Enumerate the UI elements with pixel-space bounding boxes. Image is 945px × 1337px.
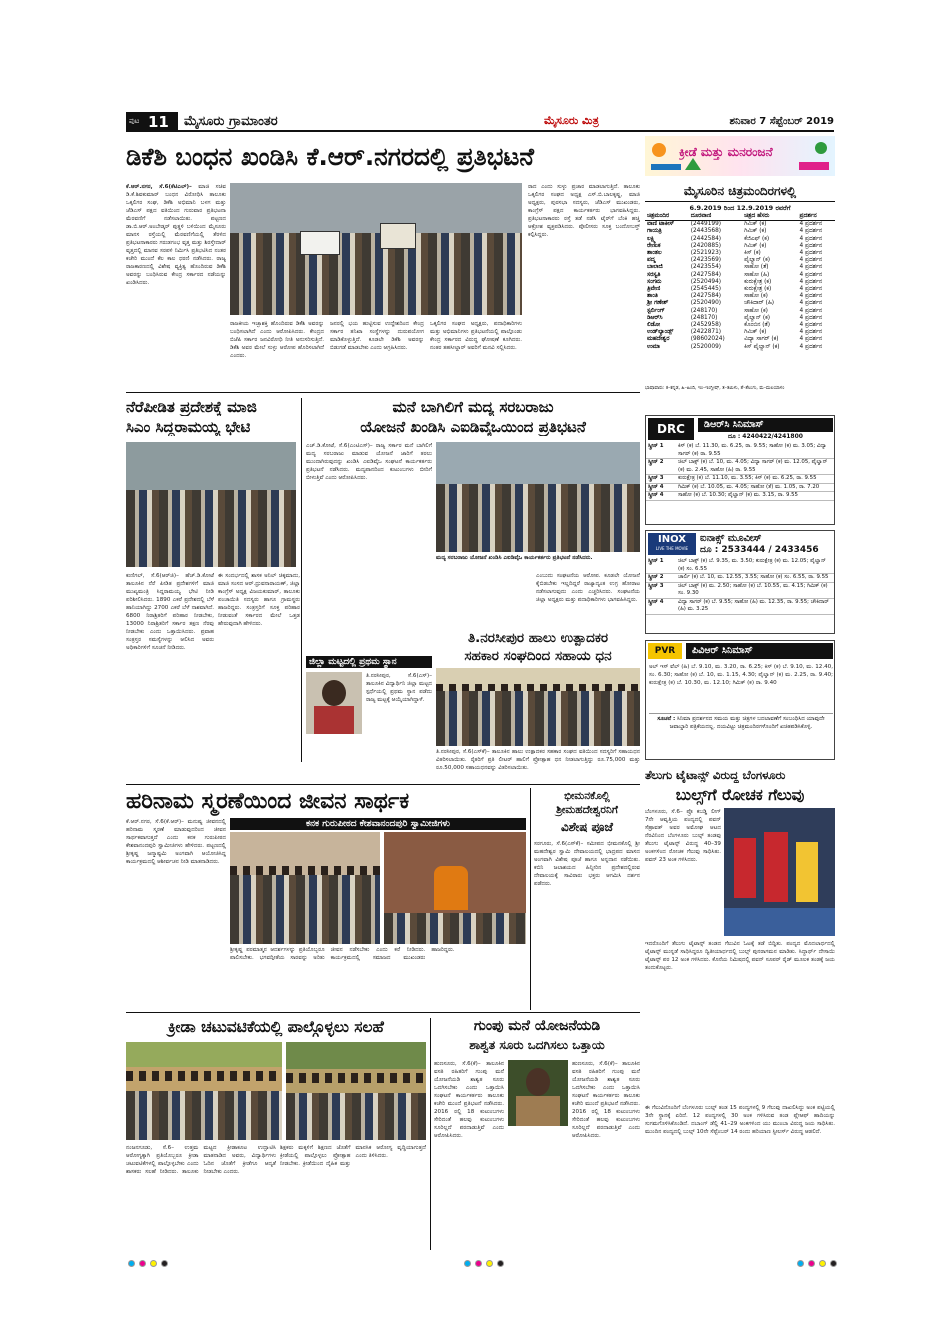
cinema-cell: ಕಿಸ್ (ಕ) — [744, 250, 761, 257]
cinema-cell: ಸಾಹೋ (ತೆ) — [744, 264, 769, 271]
inox-row — [646, 598, 834, 614]
drc-row — [646, 475, 834, 484]
cinema-cell: ಚೌಕಿದಾರ್ (ಹಿ) — [744, 300, 775, 307]
cinema-cell: ಉಡ್‌ಲ್ಯಾಂಡ್ಸ್ — [647, 329, 674, 336]
cinema-cell: ಗಿಮಿಕ್ (ಕ) — [744, 329, 767, 336]
inox-cell: ಸ್ಕ್ರೀನ್ 4 — [646, 598, 676, 614]
sports-event-photo-2 — [286, 1042, 426, 1140]
masthead: ಮೈಸೂರು ಮಿತ್ರ — [544, 114, 599, 127]
cinema-row — [645, 279, 835, 286]
cinema-cell: (2452958) — [690, 322, 722, 329]
registration-dot — [797, 1260, 804, 1267]
registration-dot — [150, 1260, 157, 1267]
registration-dots-left — [126, 1252, 170, 1271]
section-title: ಮೈಸೂರು ಗ್ರಾಮಾಂತರ — [184, 114, 278, 129]
cinema-cell: 4 ಪ್ರದರ್ಶನ — [799, 271, 823, 278]
cinema-cell: 4 ಪ್ರದರ್ಶನ — [799, 278, 823, 285]
cinema-cell: (248170) — [690, 314, 718, 321]
cinema-column-header: ದೂರವಾಣಿ — [689, 213, 742, 221]
cinema-cell: ಸರಸ್ವತಿ — [647, 271, 661, 278]
registration-dot — [819, 1260, 826, 1267]
story6-body: ಕೆ.ಆರ್.ನಗರ, ಸೆ.6(ಕೆ.ಆರ್)– ಮನುಷ್ಯ ಜೀವನದಲ್ಲಿ ಹರಿನಾಮ ಸ್ಮರಣೆ ಮಾಡುವುದರಿಂದ ಜೀವನ ಸಾರ್ಥಕವಾಗುತ್ತದೆ ಎಂದು ಕನಕ ಗುರುಪೀಠದ ಕೇಶವಾನಂದಪುರಿ ಸ್ವಾಮೀಜಿಗಳು ಹೇಳಿದರು. ಪಟ್ಟಣದಲ್ಲಿ ಶ್ರೀಕೃಷ್ಣ ಜನ್ಮಾಷ್ಟಮಿ ಅಂಗವಾಗಿ ಆಯೋಜಿಸಿದ್ದ ಕಾರ್ಯಕ್ರಮದಲ್ಲಿ ಆಶೀರ್ವಚನ ನೀಡಿ ಮಾತನಾಡಿದರು. — [126, 819, 226, 865]
pvr-title: ಪಿವಿಆರ್ ಸಿನಿಮಾಸ್ — [686, 643, 833, 659]
registration-dot — [139, 1260, 146, 1267]
cinema-cell: 4 ಪ್ರದರ್ಶನ — [799, 264, 823, 271]
cinema-cell: (2521923) — [690, 250, 722, 257]
registration-dot — [475, 1260, 482, 1267]
inox-table — [646, 558, 834, 615]
cinema-column-header: ಚಿತ್ರಮಂದಿರ — [645, 213, 689, 221]
cinema-cell: (2427584) — [690, 293, 722, 300]
story8-body: ನಂಜನಗೂಡು, ಸೆ.6– ಉತ್ತಮ ಆರೋಗ್ಯಕ್ಕಾಗಿ ಪ್ರತಿಯೊಬ್ಬರೂ ಕ್ರೀಡಾ ಚಟುವಟಿಕೆಗಳಲ್ಲಿ ಪಾಲ್ಗೊಳ್ಳಬೇಕು ಎಂದು ಶಾಸಕರು ಸಲಹೆ ನೀಡಿದರು. ತಾಲೂಕು ಮಟ್ಟದ ಕ್ರೀಡಾಕೂಟ ಉದ್ಘಾಟಿಸಿ ಮಾತನಾಡಿದ ಅವರು, ವಿದ್ಯಾರ್ಥಿಗಳು ಓದಿನ ಜೊತೆಗೆ ಕ್ರೀಡೆಗೂ ಆದ್ಯತೆ ನೀಡಬೇಕು ಎಂದರು. — [126, 1145, 276, 1175]
cinema-cell: 4 ಪ್ರದರ್ಶನ — [799, 286, 823, 293]
drc-cell: ಸ್ಕ್ರೀನ್ 4 — [646, 492, 676, 501]
cinema-cell: ಕೊಂಬಿನ (ತೆ) — [744, 322, 771, 329]
cinema-cell: (2520494) — [690, 278, 722, 285]
page-header — [126, 112, 834, 132]
drc-cinemas-box — [645, 415, 835, 525]
cinema-cell: 4 ಪ್ರದರ್ಶನ — [799, 307, 823, 314]
sports-headline-2: ಬುಲ್ಸ್‌ಗೆ ರೋಚಕ ಗೆಲುವು — [675, 786, 805, 804]
registration-dot — [497, 1260, 504, 1267]
story8-headline: ಕ್ರೀಡಾ ಚಟುವಟಿಕೆಯಲ್ಲಿ ಪಾಲ್ಗೊಳ್ಳಲು ಸಲಹೆ — [168, 1018, 384, 1036]
cinema-cell: 4 ಪ್ರದರ್ಶನ — [799, 336, 823, 343]
kabaddi-match-photo — [724, 808, 835, 936]
cinema-cell: ಪೈಲ್ವಾನ್ (ಕ) — [744, 257, 770, 264]
cinema-cell: ಗಿಮಿಕ್ (ಕ) — [744, 228, 767, 235]
cinema-cell: 4 ಪ್ರದರ್ಶನ — [799, 293, 823, 300]
lead-body-left — [126, 183, 226, 388]
lead-body-right: ರಾದ ಎಂದು ಸುಳ್ಳು ಪ್ರಚಾರ ಮಾಡಲಾಗುತ್ತಿದೆ. ತಾಲೂಕು ಒಕ್ಕಲಿಗರ ಸಂಘದ ಅಧ್ಯಕ್ಷ ಎಸ್.ಬಿ.ಬಾಲಕೃಷ್ಣ, ಮಾಜಿ ಅಧ್ಯಕ್ಷರು, ಪುರಸಭಾ ಸದಸ್ಯರು, ಜೆಡಿಎಸ್ ಮುಖಂಡರು, ಕಾಂಗ್ರೆಸ್ ಪಕ್ಷದ ಕಾರ್ಯಕರ್ತರು ಭಾಗವಹಿಸಿದ್ದರು. ಪ್ರತಿಭಟನಾಕಾರರು ರಸ್ತೆ ತಡೆ ನಡೆಸಿ ಟೈರ್‌ಗೆ ಬೆಂಕಿ ಹಚ್ಚಿ ಆಕ್ರೋಶ ವ್ಯಕ್ತಪಡಿಸಿದರು. ಪೊಲೀಸರು ಸೂಕ್ತ ಬಂದೋಬಸ್ತ್ ಕಲ್ಪಿಸಿದ್ದರು. — [528, 184, 640, 238]
pvr-listing: ಅಲ್ ಇಸ್ ವೆಲ್ (ಹಿ) ಬೆ. 9.10, ಮ. 3.20, ರಾ. 6.25; ಕಿಸ್ (ಕ) ಬೆ. 9.10, ಮ. 12.40, ಸಂ. 6.30; ಸಾಹೋ (ಕ) ಬೆ. 10, ಮ. 1.15, 4.30; ಪೈಲ್ವಾನ್ (ಕ) ಮ. 2.25, ರಾ. 9.40; ಕುರುಕ್ಷೇತ್ರ (ಕ) ಬೆ. 10.30, ಮ. 12.10; ಗಿಮಿಕ್ (ಕ) ರಾ. 9.40 — [649, 664, 833, 686]
cinema-row — [645, 243, 835, 250]
cinema-cell: ಶಾಂತಿ — [647, 293, 658, 300]
story5-headline: ಜಿಲ್ಲಾ ಮಟ್ಟದಲ್ಲಿ ಪ್ರಥಮ ಸ್ಥಾನ — [306, 656, 432, 668]
drc-cell: ಕುರುಕ್ಷೇತ್ರ (ಕ) ಬೆ. 11.10, ಮ. 3.55; ಕಿಸ್ (ಕ) ಮ. 6.25, ರಾ. 9.55 — [676, 475, 834, 484]
cinema-row — [645, 228, 835, 235]
pvr-note-text: ಸಿನಿಮಾ ಪ್ರದರ್ಶನದ ಸಮಯ ಮತ್ತು ಚಿತ್ರಗಳ ಬದಲಾವಣೆಗೆ ಸಂಬಂಧಿಸಿದ ಯಾವುದೇ ಜವಾಬ್ದಾರಿ ಪತ್ರಿಕೆಯದಲ್ಲ. ದಯವಿಟ್ಟು ಚಿತ್ರಮಂದಿರಗಳೊಂದಿಗೆ ಖಚಿತಪಡಿಸಿಕೊಳ್ಳಿ. — [669, 716, 825, 730]
cinema-cell: ವಿದ್ಯಾ ಸಾಗರ್ (ಕ) — [744, 336, 779, 343]
inox-cell: ವಿದ್ಯಾ ಸಾಗರ್ (ಕ) ಬೆ. 9.55; ಸಾಹೋ (ಹಿ) ಮ. 12.35, ರಾ. 9.55; ಚೌಕಿದಾರ್ (ಹಿ) ಮ. 3.25 — [676, 598, 834, 614]
lead-body-mid3: ಒಕ್ಕಲಿಗರ ಸಂಘದ ಅಧ್ಯಕ್ಷರು, ಪದಾಧಿಕಾರಿಗಳು ಮತ್ತು ಅಭಿಮಾನಿಗಳು ಪ್ರತಿಭಟನೆಯಲ್ಲಿ ಪಾಲ್ಗೊಂಡು ಕೇಂದ್ರ ಸರ್ಕಾರದ ವಿರುದ್ಧ ಘೋಷಣೆ ಕೂಗಿದರು. ನಂತರ ತಹಸೀಲ್ದಾರ್ ಅವರಿಗೆ ಮನವಿ ಸಲ್ಲಿಸಿದರು. — [430, 321, 522, 351]
story9-body: ಹುಣಸೂರು, ಸೆ.6(ಕೆ)– ತಾಲೂಕಿನ ವಸತಿ ರಹಿತರಿಗೆ ಗುಂಪು ಮನೆ ಯೋಜನೆಯಡಿ ಶಾಶ್ವತ ಸೂರು ಒದಗಿಸಬೇಕು ಎಂದು ಒತ್ತಾಯಿಸಿ ಸಂಘಟನೆ ಕಾರ್ಯಕರ್ತರು ತಾಲೂಕು ಕಚೇರಿ ಮುಂದೆ ಪ್ರತಿಭಟನೆ ನಡೆಸಿದರು. 2016 ರಲ್ಲಿ 18 ಕುಟುಂಬಗಳು ಸೇರಿದಂತೆ ಹಲವು ಕುಟುಂಬಗಳು ಸೂರಿಲ್ಲದೆ ಪರದಾಡುತ್ತಿವೆ ಎಂದು ಆರೋಪಿಸಿದರು. — [434, 1061, 504, 1139]
cinema-cell: ಗಿಮಿಕ್ (ಕ) — [744, 242, 767, 249]
pvr-logo: PVR — [648, 643, 682, 659]
cinema-cell: ಗಾಯತ್ರಿ — [647, 228, 662, 235]
cinema-cell: (2443568) — [690, 228, 722, 235]
cinema-cell: ಲಕ್ಷ್ಮಿ — [647, 235, 656, 242]
student-portrait-photo — [306, 672, 362, 734]
banner-title: ಕ್ರೀಡೆ ಮತ್ತು ಮನರಂಜನೆ — [679, 145, 773, 159]
cinema-cell: 4 ಪ್ರದರ್ಶನ — [799, 322, 823, 329]
story3-caption: ಮದ್ಯ ಸರಬರಾಜು ಯೋಜನೆ ಖಂಡಿಸಿ ಎಐಡಿವೈಒ ಕಾರ್ಯಕರ್ತರು ಪ್ರತಿಭಟನೆ ನಡೆಸಿದರು. — [436, 555, 593, 561]
cinema-cell: ಬಾಲಾಜಿ — [647, 264, 663, 271]
cinema-cell: ರೇಣುಕ — [647, 242, 661, 249]
cinema-column-header: ಚಿತ್ರದ ಹೆಸರು — [742, 213, 797, 221]
inox-row — [646, 574, 834, 583]
cinema-cell: ಕುರುಕ್ಷೇತ್ರ (ಕ) — [744, 286, 772, 293]
story4-body: ತಿ.ನರಸೀಪುರ, ಸೆ.6(ಎಸ್‌ಕೆ)– ತಾಲೂಕಿನ ಹಾಲು ಉತ್ಪಾದಕರ ಸಹಕಾರ ಸಂಘದ ವತಿಯಿಂದ ಸದಸ್ಯರಿಗೆ ಸಹಾಯಧನ ವಿತರಿಸಲಾಯಿತು. ರೈತರಿಗೆ ಪ್ರತಿ ಲೀಟರ್ ಹಾಲಿಗೆ ಪ್ರೋತ್ಸಾಹ ಧನ ನೀಡಲಾಗುತ್ತಿದ್ದು ರೂ.75,000 ಮತ್ತು ರೂ.50,000 ಸಹಾಯಧನವನ್ನು ವಿತರಿಸಲಾಯಿತು. — [436, 749, 640, 771]
pvr-note — [649, 713, 833, 757]
cinema-row — [645, 293, 835, 300]
story2-body: ಕುಣಿಗಲ್, ಸೆ.6(ಆರ್‌ಜಿ)– ಹೆಚ್.ಡಿ.ಕೋಟೆ ತಾಲೂಕಿನ ನೆರೆ ಪೀಡಿತ ಪ್ರದೇಶಗಳಿಗೆ ಮಾಜಿ ಮುಖ್ಯಮಂತ್ರಿ ಸಿದ್ದರಾಮಯ್ಯ ಭೇಟಿ ನೀಡಿ ಪರಿಶೀಲಿಸಿದರು. 1890 ಎಕರೆ ಪ್ರದೇಶದಲ್ಲಿ ಬೆಳೆ ಹಾನಿಯಾಗಿದ್ದು 2700 ಎಕರೆ ಬೆಳೆ ನಾಶವಾಗಿದೆ. 6800 ನಿರಾಶ್ರಿತರಿಗೆ ಪರಿಹಾರ ನೀಡಬೇಕು, 13000 ನಿರಾಶ್ರಿತರಿಗೆ ಸರ್ಕಾರ ತಕ್ಷಣ ನೆರವು ನೀಡಬೇಕು ಎಂದು ಒತ್ತಾಯಿಸಿದರು. ಪ್ರವಾಹ ಸಂತ್ರಸ್ತರ ಸಮಸ್ಯೆಗಳನ್ನು ಆಲಿಸಿದ ಅವರು ಅಧಿಕಾರಿಗಳಿಗೆ ಸೂಚನೆ ನೀಡಿದರು. — [126, 573, 214, 651]
sports-body-3: ಈ ಗೆಲುವಿನೊಂದಿಗೆ ಬೆಂಗಳೂರು ಬುಲ್ಸ್ ತಂಡ 15 ಪಂದ್ಯಗಳಲ್ಲಿ 9 ಗೆಲುವು ದಾಖಲಿಸಿದ್ದು ಅಂಕ ಪಟ್ಟಿಯಲ್ಲಿ 3ನೇ ಸ್ಥಾನಕ್ಕೆ ಏರಿದೆ. 12 ಪಂದ್ಯಗಳಲ್ಲಿ 30 ಅಂಕ ಗಳಿಸಿರುವ ತಂಡ ಪ್ಲೇಆಫ್ ಹಾದಿಯನ್ನು ಸುಗಮಗೊಳಿಸಿಕೊಂಡಿದೆ. ದಬಾಂಗ್ ಡೆಲ್ಲಿ 41–29 ಅಂಕಗಳಿಂದ ಯು ಮುಂಬಾ ವಿರುದ್ಧ ಜಯ ಸಾಧಿಸಿತು. ಮುಂದಿನ ಪಂದ್ಯದಲ್ಲಿ ಬುಲ್ಸ್ 10ನೇ ಸೆಪ್ಟೆಂಬರ್ 14 ರಂದು ಹರಿಯಾಣ ಸ್ಟೀಲರ್ಸ್ ವಿರುದ್ಧ ಆಡಲಿದೆ. — [645, 1105, 835, 1135]
cinema-cell: ಕುರುಕ್ಷೇತ್ರ (ಕ) — [744, 278, 772, 285]
cinema-cell: (248170) — [690, 307, 718, 314]
cinema-row — [645, 300, 835, 307]
cinema-cell: ಮಹದೇಶ್ವರ — [647, 336, 670, 343]
drc-row — [646, 492, 834, 501]
drc-cell: ಸ್ಕ್ರೀನ್ 3 — [646, 475, 676, 484]
cinema-cell: 4 ಪ್ರದರ್ಶನ — [799, 329, 823, 336]
cinema-cell: 4 ಪ್ರದರ್ಶನ — [799, 257, 823, 264]
pvr-note-title: ಸೂಚನೆ : — [657, 716, 676, 722]
drc-row — [646, 443, 834, 459]
registration-dot — [830, 1260, 837, 1267]
registration-dots-right — [795, 1252, 839, 1271]
inox-cell: ಸ್ಕ್ರೀನ್ 2 — [646, 574, 676, 583]
cinema-row — [645, 236, 835, 243]
issue-date: ಶನಿವಾರ 7 ಸೆಪ್ಟೆಂಬರ್ 2019 — [729, 116, 834, 127]
story2-headline-1: ನೆರೆಪೀಡಿತ ಪ್ರದೇಶಕ್ಕೆ ಮಾಜಿ — [126, 398, 257, 416]
lead-body-mid1: ರಾಜಕೀಯ ಇಚ್ಛಾಶಕ್ತಿ ಹೊಂದಿರುವ ಡಿಕೆಶಿ ಅವರನ್ನು ಬಂಧಿಸಲಾಗಿದೆ ಎಂದು ಆರೋಪಿಸಿದರು. ಕೇಂದ್ರದ ಬಿಜೆಪಿ ಸರ್ಕಾರ ಜನವಿರೋಧಿ ನೀತಿ ಅನುಸರಿಸುತ್ತಿದೆ. ಡಿಕೆಶಿ ಅವರ ಮೇಲೆ ಸುಳ್ಳು ಆರೋಪ ಹೊರಿಸಲಾಗಿದೆ ಎಂದರು. — [230, 321, 324, 359]
cinema-cell: 4 ಪ್ರದರ್ಶನ — [799, 221, 823, 228]
cinema-cell: ಲಿಡೋ — [647, 322, 660, 329]
cinema-cell: (2423554) — [690, 264, 722, 271]
lead-body-mid2: ಜನರಲ್ಲಿ ಭಯ ಹುಟ್ಟಿಸುವ ಉದ್ದೇಶದಿಂದ ಕೇಂದ್ರ ಸರ್ಕಾರ ತನಿಖಾ ಸಂಸ್ಥೆಗಳನ್ನು ದುರುಪಯೋಗ ಮಾಡಿಕೊಳ್ಳುತ್ತಿದೆ. ಕೂಡಲೇ ಡಿಕೆಶಿ ಅವರನ್ನು ಬಿಡುಗಡೆ ಮಾಡಬೇಕು ಎಂದು ಆಗ್ರಹಿಸಿದರು. — [330, 321, 424, 351]
inox-row — [646, 558, 834, 574]
story7-headline-2: ಶ್ರೀಮಹದೇಶ್ವರನಿಗೆ — [556, 804, 618, 816]
swamiji-event-photo-2 — [384, 832, 526, 944]
cinema-cell: 4 ಪ್ರದರ್ಶನ — [799, 250, 823, 257]
story7-body: ಸರಗೂರು, ಸೆ.6(ಎಸ್‌ಕೆ)– ಸಮೀಪದ ಭೀಮನಕೊಲ್ಲಿ ಶ್ರೀ ಮಹದೇಶ್ವರ ಸ್ವಾಮಿ ದೇವಾಲಯದಲ್ಲಿ ಭಾದ್ರಪದ ಮಾಸದ ಅಂಗವಾಗಿ ವಿಶೇಷ ಪೂಜೆ ಹಾಗೂ ಅನ್ನದಾನ ನಡೆಯಿತು. ಕಬಿನಿ ಜಲಾಶಯದ ಹಿನ್ನೀರಿನ ಪ್ರದೇಶದಲ್ಲಿರುವ ದೇವಾಲಯಕ್ಕೆ ಸಾವಿರಾರು ಭಕ್ತರು ಆಗಮಿಸಿ ದರ್ಶನ ಪಡೆದರು. — [534, 841, 640, 887]
story9-body-continued — [572, 1060, 640, 1250]
cinema-cell: ಡಿಆರ್‌ಸಿ — [647, 314, 663, 321]
inox-cell: ಸ್ಕ್ರೀನ್ 1 — [646, 558, 676, 574]
portrait-photo-man — [508, 1060, 568, 1126]
page-label: ಪುಟ — [129, 117, 140, 125]
registration-dot — [128, 1260, 135, 1267]
lead-dateline: ಕೆ.ಆರ್.ನಗರ, ಸೆ.6(ಕೆಟಿಎಲ್)– — [126, 184, 192, 190]
drc-title: ಡಿಆರ್‌ಸಿ ಸಿನಿಮಾಸ್ — [698, 418, 833, 432]
cinema-cell: ಸಂಗಮ — [647, 278, 662, 285]
entertainment-banner — [645, 136, 835, 176]
page-number: 11 — [148, 113, 169, 131]
cinema-row — [645, 322, 835, 329]
story9-headline-1: ಗುಂಪು ಮನೆ ಯೋಜನೆಯಡಿ — [473, 1018, 601, 1034]
drc-cell: ಸ್ಕ್ರೀನ್ 1 — [646, 443, 676, 459]
cinema-cell: ತ್ರಿವೇಣಿ — [647, 286, 661, 293]
cinema-cell: ಸಾಹೋ (ಹಿ) — [744, 271, 770, 278]
cinema-row — [645, 264, 835, 271]
cinema-cell: 4 ಪ್ರದರ್ಶನ — [799, 228, 823, 235]
drc-row — [646, 459, 834, 475]
inox-cell: ಚಿಲ್ ಬಾಕ್ಸ್ (ಕ) ಬೆ. 9.35, ಮ. 3.50; ಕುರುಕ್ಷೇತ್ರ (ಕ) ಮ. 12.05; ಪೈಲ್ವಾನ್ (ಕ) ಸಂ. 6.55 — [676, 558, 834, 574]
cinema-cell: (2427584) — [690, 271, 722, 278]
story6-body-2: ಶ್ರೀಕೃಷ್ಣ ಪರಮಾತ್ಮನ ಆದರ್ಶಗಳನ್ನು ಪ್ರತಿಯೊಬ್ಬರೂ ಪಾಲಿಸಬೇಕು. ಭಗವದ್ಗೀತೆಯ ಸಾರವನ್ನು ಅರಿತು ಜೀವನ ನಡೆಸಬೇಕು ಎಂದು ಕರೆ ನೀಡಿದರು. ಕಾರ್ಯಕ್ರಮದಲ್ಲಿ ಸಮಾಜದ ಮುಖಂಡರು ಹಾಜರಿದ್ದರು. — [230, 947, 455, 961]
story3-headline-1: ಮನೆ ಬಾಗಿಲಿಗೆ ಮದ್ಯ ಸರಬರಾಜು — [392, 398, 554, 416]
registration-dot — [486, 1260, 493, 1267]
page-number-box — [126, 112, 178, 132]
cinema-cell: ಶ್ರೀ ಗಣೇಶ್ — [647, 300, 669, 307]
cinema-cell: (98602024) — [690, 336, 725, 343]
drc-row — [646, 483, 834, 492]
cinema-title: ಮೈಸೂರಿನ ಚಿತ್ರಮಂದಿರಗಳಲ್ಲಿ — [645, 180, 835, 202]
cinema-date-range: 6.9.2019 ರಿಂದ 12.9.2019 ರವರೆಗೆ — [689, 204, 791, 212]
sports-headline-1: ತೆಲುಗು ಟೈಟಾನ್ಸ್ ವಿರುದ್ಧ ಬೆಂಗಳೂರು — [645, 768, 786, 782]
inox-tagline: LIVE THE MOVIE — [655, 546, 689, 551]
cinema-row — [645, 315, 835, 322]
cinema-cell: ಕಿಸ್ ಪೈಲ್ವಾನ್ (ಕ) — [744, 343, 780, 350]
inox-cell: ಸ್ಕ್ರೀನ್ 3 — [646, 582, 676, 598]
cinema-row — [645, 250, 835, 257]
drc-cell: ಸಾಹೋ (ಕ) ಬೆ. 10.30; ಪೈಲ್ವಾನ್ (ಕ) ಮ. 3.15, ರಾ. 9.55 — [676, 492, 834, 501]
registration-dots-center — [462, 1252, 506, 1271]
registration-dot — [464, 1260, 471, 1267]
story9-headline-2: ಶಾಶ್ವತ ಸೂರು ಒದಗಿಸಲು ಒತ್ತಾಯ — [469, 1038, 605, 1052]
cinema-cell: ಪೈಲ್ವಾನ್ (ಕ) — [744, 314, 770, 321]
drc-table — [646, 443, 834, 501]
protest-photo — [230, 183, 522, 315]
story6-headline: ಹರಿನಾಮ ಸ್ಮರಣೆಯಿಂದ ಜೀವನ ಸಾರ್ಥಕ — [126, 789, 410, 814]
lead-text-1: ಮಾಜಿ ಸಚಿವ ಡಿ.ಕೆ.ಶಿವಕುಮಾರ್ ಬಂಧನ ವಿರೋಧಿಸಿ ತಾಲೂಕು ಒಕ್ಕಲಿಗರ ಸಂಘ, ಡಿಕೆಶಿ ಅಭಿಮಾನಿ ಬಳಗ ಮತ್ತು ಜೆಡಿಎಸ್ ಪಕ್ಷದ ವತಿಯಿಂದ ಗುರುವಾರ ಪ್ರತಿಭಟನಾ ಮೆರವಣಿಗೆ ನಡೆಸಲಾಯಿತು. ಪಟ್ಟಣದ ಡಾ.ಬಿ.ಆರ್.ಅಂಬೇಡ್ಕರ್ ಪುತ್ಥಳಿ ಬಳಿಯಿಂದ ಮೈಸೂರು ಮಾನಸ ರಸ್ತೆಯಲ್ಲಿ ಮೆರವಣಿಗೆಯಲ್ಲಿ ತೆರಳಿದ ಪ್ರತಿಭಟನಾಕಾರರು ಗರುಡಗಂಭ ವೃತ್ತ ಮತ್ತು ಶಿರಸ್ತೇದಾರ್ ವೃತ್ತದಲ್ಲಿ ಮಾನವ ಸರಪಳಿ ನಿರ್ಮಿಸಿ ಪ್ರತಿಭಟಿಸಿದ ನಂತರ ಕಚೇರಿ ಮುಂದೆ ಕೆಲ ಕಾಲ ಧರಣಿ ನಡೆಸಿದರು. ರಾಜ್ಯ ರಾಜಕಾರಣದಲ್ಲಿ ವಿಶೇಷ ವ್ಯಕ್ತಿತ್ವ ಹೊಂದಿರುವ ಡಿಕೆಶಿ ಅವರನ್ನು ಬಂಧಿಸಿರುವ ಕೇಂದ್ರ ಸರ್ಕಾರದ ನಡೆಯನ್ನು ಖಂಡಿಸಿದರು. — [126, 184, 226, 286]
pvr-cinemas-box — [645, 640, 835, 760]
cinema-cell: ಸಾಹೋ (ಕ) — [744, 293, 768, 300]
cinema-cell: (2442584) — [690, 235, 722, 242]
cinema-row — [645, 329, 835, 336]
drc-cell: ಕಿಸ್ (ಕ) ಬೆ. 11.30, ಮ. 6.25, ರಾ. 9.55; ಸಾಹೋ (ಕ) ಮ. 3.05; ವಿದ್ಯಾ ಸಾಗರ್ (ಕ) ರಾ. 9.55 — [676, 443, 834, 459]
story9-body-repeat: ಹುಣಸೂರು, ಸೆ.6(ಕೆ)– ತಾಲೂಕಿನ ವಸತಿ ರಹಿತರಿಗೆ ಗುಂಪು ಮನೆ ಯೋಜನೆಯಡಿ ಶಾಶ್ವತ ಸೂರು ಒದಗಿಸಬೇಕು ಎಂದು ಒತ್ತಾಯಿಸಿ ಸಂಘಟನೆ ಕಾರ್ಯಕರ್ತರು ತಾಲೂಕು ಕಚೇರಿ ಮುಂದೆ ಪ್ರತಿಭಟನೆ ನಡೆಸಿದರು. 2016 ರಲ್ಲಿ 18 ಕುಟುಂಬಗಳು ಸೇರಿದಂತೆ ಹಲವು ಕುಟುಂಬಗಳು ಸೂರಿಲ್ಲದೆ ಪರದಾಡುತ್ತಿವೆ ಎಂದು ಆರೋಪಿಸಿದರು. — [572, 1061, 640, 1139]
cinema-cell: ಪದ್ಮ — [647, 257, 656, 264]
story4-headline-1: ತಿ.ನರಸೀಪುರ ಹಾಲು ಉತ್ಪಾದಕರ — [467, 630, 609, 646]
cinema-cell: ಕೆಜಿಎಫ್ (ಕ) — [744, 235, 770, 242]
inox-movies-box — [645, 530, 835, 634]
drc-cell: ಚಿಲ್ ಬಾಕ್ಸ್ (ಕ) ಬೆ. 10, ಮ. 4.05; ವಿದ್ಯಾ ಸಾಗರ್ (ಕ) ಮ. 12.05, ಪೈಲ್ವಾನ್ (ಕ) ಮ. 2.45, ಸಾಹೋ (ಹಿ) ರಾ. 9.55 — [676, 459, 834, 475]
story2-body-2: ಈ ಸಂದರ್ಭದಲ್ಲಿ ಶಾಸಕ ಅನಿಲ್ ಚಿಕ್ಕಮಾದು, ಮಾಜಿ ಸಂಸದ ಆರ್.ಧ್ರುವನಾರಾಯಣ್, ಜಿಲ್ಲಾ ಕಾಂಗ್ರೆಸ್ ಅಧ್ಯಕ್ಷ ವಿಜಯಕುಮಾರ್, ತಾಲೂಕು ಪಂಚಾಯಿತಿ ಸದಸ್ಯರು ಹಾಗೂ ಗ್ರಾಮಸ್ಥರು ಹಾಜರಿದ್ದರು. ಸಂತ್ರಸ್ತರಿಗೆ ಸೂಕ್ತ ಪರಿಹಾರ ನೀಡುವಂತೆ ಸರ್ಕಾರದ ಮೇಲೆ ಒತ್ತಡ ಹೇರುವುದಾಗಿ ಹೇಳಿದರು. — [218, 573, 300, 627]
cinema-cell: ಉಮಾ — [647, 343, 660, 350]
cinema-cell: (2520009) — [690, 343, 722, 350]
cinema-cell: (2449199) — [690, 221, 722, 228]
inox-phone: ದೂ : 2533444 / 2433456 — [700, 545, 819, 555]
cinema-cell: 4 ಪ್ರದರ್ಶನ — [799, 235, 823, 242]
inox-cell: ಚಾರ್ಲಿ (ಕ) ಬೆ. 10, ಮ. 12.55, 3.55; ಸಾಹೋ (ಕ) ಸಂ. 6.55, ರಾ. 9.55 — [676, 574, 834, 583]
sports-body-1: ಬೆಂಗಳೂರು, ಸೆ.6– ಪ್ರೊ ಕಬಡ್ಡಿ ಲೀಗ್ 7ನೇ ಆವೃತ್ತಿಯ ಪಂದ್ಯದಲ್ಲಿ ಪವನ್ ಸೆಹ್ರಾವತ್ ಅವರ ಅಮೋಘ ಆಟದ ನೆರವಿನಿಂದ ಬೆಂಗಳೂರು ಬುಲ್ಸ್ ತಂಡವು ತೆಲುಗು ಟೈಟಾನ್ಸ್ ವಿರುದ್ಧ 40–39 ಅಂಕಗಳಿಂದ ರೋಚಕ ಗೆಲುವು ಸಾಧಿಸಿತು. ಪವನ್ 23 ಅಂಕ ಗಳಿಸಿದರು. — [645, 809, 721, 863]
cinema-cell: 4 ಪ್ರದರ್ಶನ — [799, 314, 823, 321]
sports-event-photo-1 — [126, 1042, 282, 1140]
story4-headline-2: ಸಹಕಾರ ಸಂಘದಿಂದ ಸಹಾಯ ಧನ — [464, 648, 612, 664]
cinema-footnote: ಭಾಷಾವಾರು: ಕ–ಕನ್ನಡ, ಹಿ–ಹಿಂದಿ, ಇಂ–ಇಂಗ್ಲೀಷ್, ತ–ತಮಿಳು, ತೆ–ತೆಲುಗು, ಮ–ಮಲಯಾಳಂ — [645, 386, 785, 391]
cinema-row — [645, 257, 835, 264]
cinema-cell: (2423569) — [690, 257, 722, 264]
inox-title: ಐನಾಕ್ಸ್ ಮೂವೀಸ್ — [700, 533, 762, 544]
inox-logo-text: INOX — [658, 534, 686, 545]
cinema-cell: (2545445) — [690, 286, 722, 293]
story2-headline-2: ಸಿಎಂ ಸಿದ್ದರಾಮಯ್ಯ ಭೇಟಿ — [126, 418, 251, 436]
cinema-cell: 4 ಪ್ರದರ್ಶನ — [799, 242, 823, 249]
drc-logo: DRC — [648, 418, 694, 440]
story3-headline-2: ಯೋಜನೆ ಖಂಡಿಸಿ ಎಐಡಿವೈಒಯಿಂದ ಪ್ರತಿಭಟನೆ — [360, 418, 586, 436]
cinema-row — [645, 308, 835, 315]
inox-row — [646, 582, 834, 598]
cinema-cell: 4 ಪ್ರದರ್ಶನ — [799, 343, 823, 350]
cinema-cell: 4 ಪ್ರದರ್ಶನ — [799, 300, 823, 307]
story8-body-2: ಶಿಕ್ಷಕರು ಮಕ್ಕಳಿಗೆ ಶಿಕ್ಷಣದ ಜೊತೆಗೆ ಕ್ರೀಡೆಯಲ್ಲಿ ಪಾಲ್ಗೊಳ್ಳಲು ಪ್ರೋತ್ಸಾಹ ನೀಡಬೇಕು. ಕ್ರೀಡೆಯಿಂದ ದೈಹಿಕ ಮತ್ತು ಮಾನಸಿಕ ಆರೋಗ್ಯ ವೃದ್ಧಿಯಾಗುತ್ತದೆ ಎಂದು ತಿಳಿಸಿದರು. — [280, 1145, 426, 1167]
cinema-cell: ಸ್ಟರ್ಲಿಂಗ್ — [647, 307, 665, 314]
sports-body-2: ಇದರೊಂದಿಗೆ ತೆಲುಗು ಟೈಟಾನ್ಸ್ ತಂಡದ ಗೆಲುವಿನ ಓಟಕ್ಕೆ ತಡೆ ಬಿದ್ದಿತು. ಪಂದ್ಯದ ಮೊದಲಾರ್ಧದಲ್ಲಿ ಟೈಟಾನ್ಸ್ ಮುನ್ನಡೆ ಸಾಧಿಸಿದ್ದರೂ ದ್ವಿತೀಯಾರ್ಧದಲ್ಲಿ ಬುಲ್ಸ್ ಪುನರಾಗಮನ ಮಾಡಿತು. ಸಿದ್ಧಾರ್ಥ್ ದೇಸಾಯಿ ಟೈಟಾನ್ಸ್ ಪರ 12 ಅಂಕ ಗಳಿಸಿದರು. ಕೊನೆಯ ನಿಮಿಷದಲ್ಲಿ ಪವನ್ ಸೂಪರ್ ರೈಡ್ ಮೂಲಕ ತಂಡಕ್ಕೆ ಜಯ ತಂದುಕೊಟ್ಟರು. — [645, 941, 835, 971]
cinema-row — [645, 286, 835, 293]
inox-logo — [648, 533, 696, 555]
cinema-cell: ಗಿಮಿಕ್ (ಕ) — [744, 221, 767, 228]
cinema-row — [645, 344, 835, 351]
registration-dot — [808, 1260, 815, 1267]
drc-phone: ದೂ : 4240422/4241800 — [728, 433, 803, 440]
inox-cell: ಚಿಲ್ ಬಾಕ್ಸ್ (ಕ) ಮ. 2.50; ಸಾಹೋ (ಕ) ಬೆ. 10.55, ಮ. 4.15; ಗಿಮಿಕ್ (ಕ) ಸಂ. 9.30 — [676, 582, 834, 598]
story3-body: ಎಚ್.ಡಿ.ಕೋಟೆ, ಸೆ.6(ಎಂಟಿಎಸ್)– ರಾಜ್ಯ ಸರ್ಕಾರ ಮನೆ ಬಾಗಿಲಿಗೆ ಮದ್ಯ ಸರಬರಾಜು ಮಾಡುವ ಯೋಜನೆ ಜಾರಿಗೆ ತರಲು ಮುಂದಾಗಿರುವುದನ್ನು ಖಂಡಿಸಿ ಎಐಡಿವೈಒ ಸಂಘಟನೆ ಕಾರ್ಯಕರ್ತರು ಪ್ರತಿಭಟನೆ ನಡೆಸಿದರು. ಮದ್ಯಪಾನದಿಂದ ಕುಟುಂಬಗಳು ಬೀದಿಗೆ ಬೀಳುತ್ತಿವೆ ಎಂದು ಆರೋಪಿಸಿದರು. — [306, 443, 432, 481]
cinema-row — [645, 221, 835, 229]
cinema-column-header: ಪ್ರದರ್ಶನ — [797, 213, 835, 221]
cinema-cell: ವಾಣಿ ಟಾಕೀಸ್ — [647, 221, 675, 228]
story7-headline-3: ವಿಶೇಷ ಪೂಜೆ — [560, 820, 614, 834]
story6-subhead: ಕನಕ ಗುರುಪೀಠದ ಕೇಶವಾನಂದಪುರಿ ಸ್ವಾಮೀಜಿಗಳು — [230, 818, 526, 830]
drc-cell: ಸ್ಕ್ರೀನ್ 2 — [646, 459, 676, 475]
cinema-cell: ಸಾಹೋ (ಕ) — [744, 307, 768, 314]
story7-headline-1: ಭೀಮನಕೊಲ್ಲಿ — [564, 790, 610, 802]
registration-dot — [161, 1260, 168, 1267]
siddaramaiah-visit-photo — [126, 442, 296, 567]
cinema-row — [645, 272, 835, 279]
story3-body-2: ಎಂಬುದು ಸಂಘಟನೆಯ ಆರೋಪ. ಕೂಡಲೇ ಯೋಜನೆ ಕೈಬಿಡಬೇಕು ಇಲ್ಲದಿದ್ದರೆ ರಾಜ್ಯಾದ್ಯಂತ ಉಗ್ರ ಹೋರಾಟ ನಡೆಸಲಾಗುವುದು ಎಂದು ಎಚ್ಚರಿಸಿದರು. ಸಂಘಟನೆಯ ಜಿಲ್ಲಾ ಅಧ್ಯಕ್ಷರು ಮತ್ತು ಪದಾಧಿಕಾರಿಗಳು ಭಾಗವಹಿಸಿದ್ದರು. — [536, 573, 640, 603]
cinema-listings-box — [645, 180, 835, 400]
milk-society-photo — [436, 668, 640, 746]
cinema-cell: ಶಾಂತಲ — [647, 250, 662, 257]
drc-cell: ಗಿಮಿಕ್ (ಕ) ಬೆ. 10.05, ಮ. 4.05; ಸಾಹೋ (ತೆ) ಮ. 1.05, ರಾ. 7.20 — [676, 483, 834, 492]
cinema-cell: (2420885) — [690, 242, 722, 249]
cinema-table — [645, 213, 835, 351]
story5-body: ತಿ.ನರಸೀಪುರ, ಸೆ.6(ಎಸ್)– ತಾಲೂಕಿನ ವಿದ್ಯಾರ್ಥಿನಿ ಜಿಲ್ಲಾ ಮಟ್ಟದ ಸ್ಪರ್ಧೆಯಲ್ಲಿ ಪ್ರಥಮ ಸ್ಥಾನ ಪಡೆದು ರಾಜ್ಯ ಮಟ್ಟಕ್ಕೆ ಆಯ್ಕೆಯಾಗಿದ್ದಾಳೆ. — [366, 673, 432, 703]
aidyo-protest-photo — [436, 442, 640, 552]
lead-headline: ಡಿಕೆಶಿ ಬಂಧನ ಖಂಡಿಸಿ ಕೆ.ಆರ್.ನಗರದಲ್ಲಿ ಪ್ರತಿಭಟನೆ — [126, 142, 534, 171]
cinema-cell: (2520490) — [690, 300, 722, 307]
cinema-row — [645, 336, 835, 343]
drc-cell: ಸ್ಕ್ರೀನ್ 4 — [646, 483, 676, 492]
cinema-cell: (2422871) — [690, 329, 722, 336]
swamiji-event-photo-1 — [230, 832, 380, 944]
